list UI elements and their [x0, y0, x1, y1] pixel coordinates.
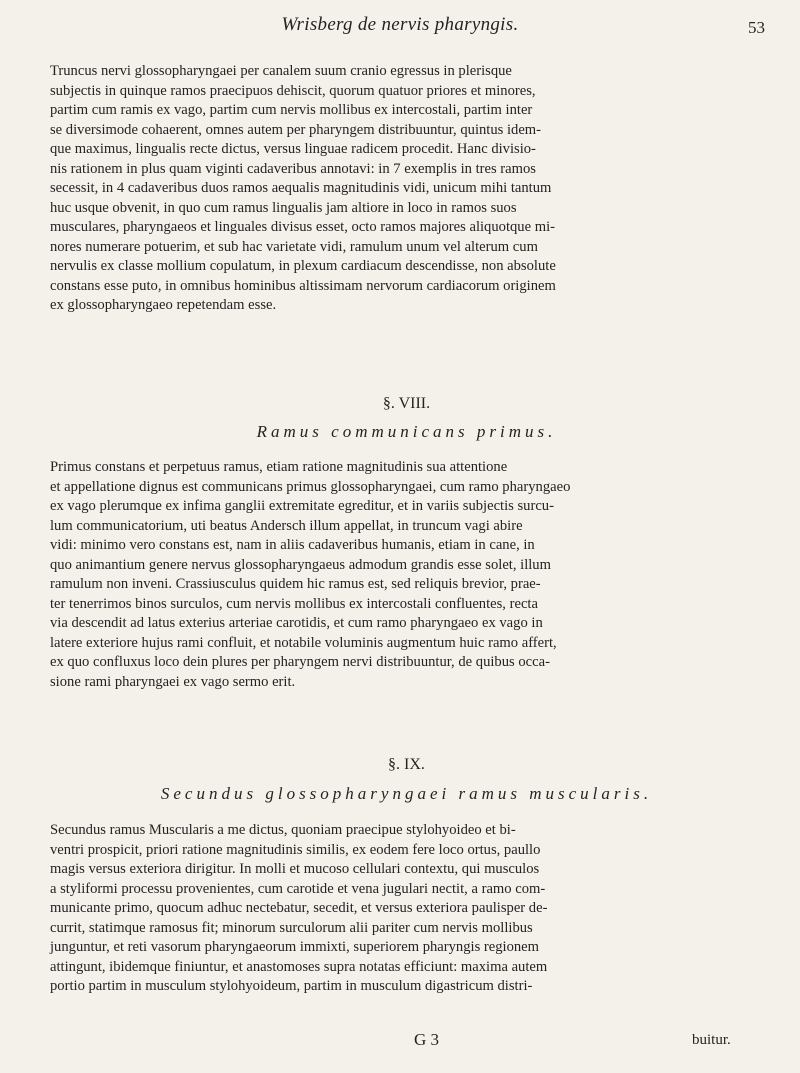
text-line: nores numerare potuerim, et sub hac varietate vidi, ramulum unum vel alterum cum — [50, 238, 538, 255]
text-line: subjectis in quinque ramos praecipuos dehiscit, quorum quatuor priores et minores, — [50, 82, 536, 99]
text-line: que maximus, lingualis recte dictus, versus linguae radicem procedit. Hanc divisio- — [50, 141, 536, 157]
text-line: attingunt, ibidemque finiuntur, et anastomoses supra notatas efficiunt: maxima autem — [50, 958, 548, 975]
section-9-heading: §. IX. — [388, 756, 425, 773]
running-title: Wrisberg de nervis pharyngis. — [281, 14, 519, 35]
section-9-title: Secundus glossopharyngaei ramus muscularis. — [160, 784, 653, 803]
text-line: latere exteriore hujus rami confluit, et notabile voluminis augmentum huic ramo affert, — [50, 634, 557, 651]
text-line: et appellatione dignus est communicans primus glossopharyngaei, cum ramo pharyngaeo — [50, 478, 571, 495]
section-8-paragraph — [50, 458, 763, 692]
text-line: ventri prospicit, priori ratione magnitudinis similis, ex eodem fere loco ortus, paullo — [50, 841, 541, 858]
text-line: municante primo, quocum adhuc nectebatur, secedit, et versus exteriora paulisper de- — [50, 900, 548, 916]
text-line: Truncus nervi glossopharyngaei per canalem suum cranio egressus in plerisque — [50, 63, 512, 79]
text-line: ter tenerrimos binos surculos, cum nervis mollibus ex intercostali confluentes, recta — [50, 595, 538, 612]
text-line: huc usque obvenit, in quo cum ramus lingualis jam altiore in loco in ramos suos — [50, 199, 517, 216]
text-line: lum communicatorium, uti beatus Andersch illum appellat, in truncum vagi abire — [50, 517, 523, 534]
text-line: se diversimode cohaerent, omnes autem per pharyngem distribuuntur, quintus idem- — [50, 121, 542, 138]
text-line: quo animantium genere nervus glossopharyngaeus admodum grandis esse solet, illum — [50, 556, 551, 573]
text-line: Primus constans et perpetuus ramus, etiam ratione magnitudinis sua attentione — [50, 459, 508, 475]
signature-mark: G 3 — [414, 1030, 440, 1049]
text-line: ex vago plerumque ex infima ganglii extremitate egreditur, et in variis subjectis surcu- — [50, 498, 554, 514]
section-8-title: Ramus communicans primus. — [256, 422, 557, 441]
intro-paragraph — [50, 62, 763, 316]
page-number: 53 — [748, 18, 765, 37]
text-line: Secundus ramus Muscularis a me dictus, quoniam praecipue stylohyoideo et bi- — [50, 822, 516, 838]
text-line: ex quo confluxus loco dein plures per pharyngem nervi distribuuntur, de quibus occa- — [50, 654, 550, 670]
text-line: magis versus exteriora dirigitur. In molli et mucoso cellulari contextu, qui musculos — [50, 861, 540, 877]
text-line: junguntur, et reti vasorum pharyngaeorum immixti, superiorem pharyngis regionem — [50, 939, 540, 955]
text-line: ex glossopharyngaeo repetendam esse. — [50, 297, 277, 313]
catchword: buitur. — [692, 1032, 731, 1048]
text-line: secessit, in 4 cadaveribus duos ramos aequalis magnitudinis vidi, unicum mihi tantum — [50, 180, 552, 196]
text-line: ramulum non inveni. Crassiusculus quidem hic ramus est, sed reliquis brevior, prae- — [50, 576, 541, 592]
section-9-paragraph — [50, 821, 763, 997]
text-line: portio partim in musculum stylohyoideum, partim in musculum digastricum distri- — [50, 978, 533, 994]
text-line: nis rationem in plus quam viginti cadaveribus annotavi: in 7 exemplis in tres ramos — [50, 160, 536, 177]
section-8-heading: §. VIII. — [382, 395, 431, 412]
text-line: nervulis ex classe mollium copulatum, in plexum cardiacum descendisse, non absolute — [50, 258, 556, 274]
text-line: partim cum ramis ex vago, partim cum nervis mollibus ex intercostali, partim inter — [50, 102, 533, 118]
text-line: via descendit ad latus exterius arteriae carotidis, et cum ramo pharyngaeo ex vago in — [50, 615, 543, 631]
text-line: sione rami pharyngaei ex vago sermo erit. — [50, 673, 296, 690]
text-line: vidi: minimo vero constans est, nam in aliis cadaveribus humanis, etiam in cane, in — [50, 537, 535, 553]
text-line: currit, statimque ramosus fit; minorum surculorum alii pariter cum nervis mollibus — [50, 919, 533, 936]
text-line: a styliformi processu provenientes, cum carotide et vena jugulari nectit, a ramo com- — [50, 880, 546, 897]
text-line: constans esse puto, in omnibus hominibus altissimam nervorum cardiacorum originem — [50, 277, 556, 294]
text-line: musculares, pharyngaeos et linguales divisus esset, octo ramos majores aliquotque mi- — [50, 219, 555, 235]
